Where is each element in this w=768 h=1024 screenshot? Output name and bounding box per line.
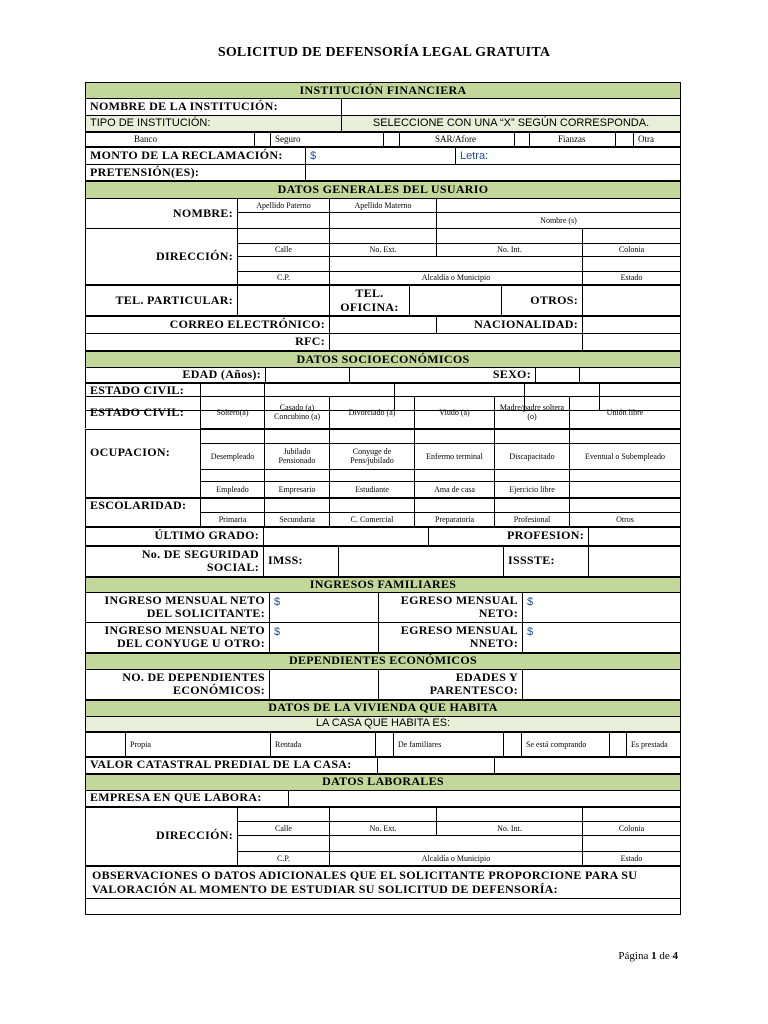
option-comercial[interactable]: C. Comercial bbox=[330, 512, 415, 526]
laboral-estado-field[interactable] bbox=[583, 835, 681, 851]
issste-label: ISSSTE: bbox=[504, 546, 589, 576]
egreso-neto-label: EGRESO MENSUAL NETO: bbox=[379, 592, 523, 622]
apellido-materno-field[interactable] bbox=[330, 213, 437, 229]
escolaridad-checkbox[interactable] bbox=[495, 498, 570, 512]
section-header-ingresos: INGRESOS FAMILIARES bbox=[86, 577, 681, 592]
option-profesional[interactable]: Profesional bbox=[495, 512, 570, 526]
option-fianzas-label: Fianzas bbox=[530, 133, 616, 147]
seguridad-section bbox=[85, 546, 681, 577]
ocupacion-checkbox[interactable] bbox=[495, 429, 570, 443]
edades-parentesco-label: EDADES Y PARENTESCO: bbox=[379, 669, 523, 699]
laboral-no-int-label: No. Int. bbox=[437, 821, 583, 835]
laboral-estado-label: Estado bbox=[583, 851, 681, 865]
option-seguro-label: Seguro bbox=[271, 133, 384, 147]
vivienda-rentada-checkbox[interactable] bbox=[376, 732, 394, 756]
ocupacion-checkbox[interactable] bbox=[201, 429, 265, 443]
escolaridad-checkbox[interactable] bbox=[415, 498, 495, 512]
estado-civil-label: ESTADO CIVIL: bbox=[86, 384, 201, 411]
vivienda-propia-checkbox[interactable] bbox=[86, 732, 126, 756]
ultimo-grado-label: ÚLTIMO GRADO: bbox=[86, 527, 264, 545]
sexo-field[interactable] bbox=[536, 368, 580, 383]
ocupacion-section bbox=[85, 429, 681, 498]
escolaridad-checkbox[interactable] bbox=[201, 498, 265, 512]
nombre-top-field[interactable] bbox=[437, 199, 681, 213]
edad-label: EDAD (Años): bbox=[86, 368, 266, 383]
correo-section bbox=[85, 316, 681, 351]
grado-section bbox=[85, 527, 681, 546]
nombres-label: Nombre (s) bbox=[437, 213, 681, 229]
section-header-laborales: DATOS LABORALES bbox=[86, 774, 681, 790]
apellido-paterno-label: Apellido Paterno bbox=[238, 199, 330, 213]
laboral-no-int-field[interactable] bbox=[437, 807, 583, 821]
option-empresario[interactable]: Empresario bbox=[265, 481, 330, 497]
nacionalidad-label: NACIONALIDAD: bbox=[437, 317, 583, 334]
de-text: de bbox=[659, 950, 670, 962]
escolaridad-checkbox[interactable] bbox=[570, 498, 681, 512]
cp-label: C.P. bbox=[238, 272, 330, 285]
ocupacion-label: OCUPACION: bbox=[86, 429, 201, 497]
escolaridad-section bbox=[85, 498, 681, 527]
alcaldia-field[interactable] bbox=[330, 257, 583, 272]
imss-label: IMSS: bbox=[264, 546, 339, 576]
option-casado[interactable]: Casado (a) Concubino (a) bbox=[265, 396, 330, 428]
laboral-alcaldia-label: Alcaldía o Municipio bbox=[330, 851, 583, 865]
page-number: 1 bbox=[651, 950, 657, 962]
issste-field[interactable] bbox=[589, 546, 681, 576]
estado-civil-label-cell: ESTADO CIVIL: bbox=[86, 396, 201, 428]
ocupacion-checkbox[interactable] bbox=[201, 469, 265, 481]
nombre-label: NOMBRE: bbox=[86, 199, 238, 229]
option-viudo[interactable]: Viudo (a) bbox=[415, 396, 495, 428]
vivienda-section bbox=[85, 700, 681, 732]
no-ext-field[interactable] bbox=[330, 229, 437, 244]
nombre-institucion-label: NOMBRE DE LA INSTITUCIÓN: bbox=[86, 99, 342, 116]
apellido-paterno-field[interactable] bbox=[238, 213, 330, 229]
option-soltero[interactable]: Soltero(a) bbox=[201, 396, 265, 428]
socio-section bbox=[85, 351, 681, 383]
escolaridad-label: ESCOLARIDAD: bbox=[86, 498, 201, 526]
cp-field[interactable] bbox=[238, 257, 330, 272]
option-ejercicio-libre[interactable]: Ejercicio libre bbox=[495, 481, 570, 497]
option-banco-label: Banco bbox=[86, 133, 255, 147]
nombre-institucion-field[interactable] bbox=[342, 99, 681, 116]
option-de-familiares: De familiares bbox=[394, 732, 504, 756]
estado-civil-options bbox=[85, 396, 681, 429]
correo-field[interactable] bbox=[330, 317, 437, 334]
colonia-label: Colonia bbox=[583, 244, 681, 257]
ocupacion-checkbox[interactable] bbox=[570, 429, 681, 443]
egreso-nneto-field[interactable]: $ bbox=[523, 622, 681, 652]
option-union-libre[interactable]: Unión libre bbox=[570, 396, 681, 428]
laboral-cp-label: C.P. bbox=[238, 851, 330, 865]
calle-label: Calle bbox=[238, 244, 330, 257]
monto-label: MONTO DE LA RECLAMACIÓN: bbox=[86, 148, 306, 165]
application-form bbox=[85, 82, 681, 915]
option-sar-checkbox[interactable] bbox=[515, 133, 530, 147]
ocupacion-checkbox[interactable] bbox=[330, 469, 415, 481]
apellido-materno-label: Apellido Materno bbox=[330, 199, 437, 213]
laboral-colonia-field[interactable] bbox=[583, 807, 681, 821]
escolaridad-checkbox[interactable] bbox=[330, 498, 415, 512]
estado-label: Estado bbox=[583, 272, 681, 285]
pretension-field[interactable] bbox=[306, 165, 681, 181]
observaciones-field[interactable] bbox=[86, 898, 681, 914]
laboral-colonia-label: Colonia bbox=[583, 821, 681, 835]
ocupacion-checkbox[interactable] bbox=[570, 469, 681, 481]
curp-field[interactable] bbox=[583, 334, 681, 351]
ocupacion-checkbox[interactable] bbox=[415, 469, 495, 481]
ocupacion-checkbox[interactable] bbox=[330, 429, 415, 443]
ingreso-solicitante-label: INGRESO MENSUAL NETO DEL SOLICITANTE: bbox=[86, 592, 270, 622]
telefonos-section bbox=[85, 285, 681, 316]
section-header-institucion: INSTITUCIÓN FINANCIERA bbox=[86, 83, 681, 99]
dependientes-section bbox=[85, 653, 681, 700]
ingreso-solicitante-field[interactable]: $ bbox=[270, 592, 379, 622]
laborales-direccion bbox=[85, 807, 681, 866]
tel-particular-field[interactable] bbox=[238, 286, 330, 316]
calle-field[interactable] bbox=[238, 229, 330, 244]
seguridad-social-label: No. DE SEGURIDAD SOCIAL: bbox=[86, 546, 264, 576]
option-secundaria[interactable]: Secundaria bbox=[265, 512, 330, 526]
valor-catastral-section bbox=[85, 757, 681, 774]
laboral-calle-field[interactable] bbox=[238, 807, 330, 821]
option-divorciado[interactable]: Divorciado (a) bbox=[330, 396, 415, 428]
edades-parentesco-field[interactable] bbox=[523, 669, 681, 699]
ocupacion-checkbox[interactable] bbox=[570, 481, 681, 497]
option-otra-label: Otra bbox=[634, 133, 681, 147]
ocupacion-checkbox[interactable] bbox=[265, 429, 330, 443]
laboral-calle-label: Calle bbox=[238, 821, 330, 835]
option-jubilado[interactable]: Jubilado Pensionado bbox=[265, 443, 330, 469]
tel-oficina-field[interactable] bbox=[410, 286, 502, 316]
correo-label: CORREO ELECTRÓNICO: bbox=[86, 317, 330, 334]
option-otros[interactable]: Otros bbox=[570, 512, 681, 526]
otros-label: OTROS: bbox=[502, 286, 583, 316]
rfc-field[interactable] bbox=[330, 334, 583, 351]
no-dependientes-field[interactable] bbox=[270, 669, 379, 699]
page-total: 4 bbox=[672, 950, 678, 962]
tel-particular-label: TEL. PARTICULAR: bbox=[86, 286, 238, 316]
ingreso-conyuge-label: INGRESO MENSUAL NETO DEL CONYUGE U OTRO: bbox=[86, 622, 270, 652]
section-header-vivienda: DATOS DE LA VIVIENDA QUE HABITA bbox=[86, 700, 681, 716]
imss-field[interactable] bbox=[339, 546, 504, 576]
observaciones-label: OBSERVACIONES O DATOS ADICIONALES QUE EL SOLICITANTE PROPORCIONE PARA SU VALORACIÓN AL MOMENTO DE ESTUDIAR SU SOLICITUD DE DEFENSORÍA: bbox=[86, 866, 681, 898]
no-ext-label: No. Ext. bbox=[330, 244, 437, 257]
tipo-institucion-label: TIPO DE INSTITUCIÓN: bbox=[86, 116, 342, 132]
option-prestada: Es prestada bbox=[627, 732, 681, 756]
laboral-no-ext-field[interactable] bbox=[330, 807, 437, 821]
option-madre-padre[interactable]: Madre/padre soltera (o) bbox=[495, 396, 570, 428]
institucion-section bbox=[85, 82, 681, 132]
valor-catastral-field[interactable] bbox=[378, 757, 495, 773]
alcaldia-label: Alcaldía o Municipio bbox=[330, 272, 583, 285]
laborales-section bbox=[85, 774, 681, 807]
pretension-label: PRETENSIÓN(ES): bbox=[86, 165, 306, 181]
vivienda-comprando-checkbox[interactable] bbox=[610, 732, 627, 756]
direccion-label: DIRECCIÓN: bbox=[86, 229, 238, 285]
sexo-extra-field[interactable] bbox=[580, 368, 681, 383]
form-title: SOLICITUD DE DEFENSORÍA LEGAL GRATUITA bbox=[217, 45, 551, 60]
section-header-usuario: DATOS GENERALES DEL USUARIO bbox=[86, 182, 681, 199]
empresa-label: EMPRESA EN QUE LABORA: bbox=[86, 790, 289, 806]
no-int-field[interactable] bbox=[437, 229, 583, 244]
nacionalidad-field[interactable] bbox=[583, 317, 681, 334]
ocupacion-checkbox[interactable] bbox=[265, 469, 330, 481]
sexo-label: SEXO: bbox=[350, 368, 536, 383]
tel-oficina-label: TEL. OFICINA: bbox=[330, 286, 410, 316]
valor-catastral-label: VALOR CATASTRAL PREDIAL DE LA CASA: bbox=[86, 757, 378, 773]
section-header-dependientes: DEPENDIENTES ECONÓMICOS bbox=[86, 653, 681, 669]
usuario-section bbox=[85, 181, 681, 285]
letra-field[interactable]: Letra: bbox=[456, 148, 681, 165]
colonia-field[interactable] bbox=[583, 229, 681, 244]
laboral-no-ext-label: No. Ext. bbox=[330, 821, 437, 835]
egreso-neto-field[interactable]: $ bbox=[523, 592, 681, 622]
option-desempleado[interactable]: Desempleado bbox=[201, 443, 265, 469]
no-int-label: No. Int. bbox=[437, 244, 583, 257]
egreso-nneto-label: EGRESO MENSUAL NNETO: bbox=[379, 622, 523, 652]
otros-field[interactable] bbox=[583, 286, 681, 316]
laboral-cp-field[interactable] bbox=[238, 835, 330, 851]
ingresos-section bbox=[85, 577, 681, 653]
pagina-text: Página bbox=[618, 950, 649, 962]
option-conyuge-pens[interactable]: Conyuge de Pens/jubilado bbox=[330, 443, 415, 469]
option-empleado[interactable]: Empleado bbox=[201, 481, 265, 497]
tipo-institucion-instruction: SELECCIONE CON UNA “X” SEGÚN CORRESPONDA. bbox=[342, 116, 681, 132]
ingreso-conyuge-field[interactable]: $ bbox=[270, 622, 379, 652]
laboral-alcaldia-field[interactable] bbox=[330, 835, 583, 851]
observaciones-section bbox=[85, 866, 681, 915]
ultimo-grado-field[interactable] bbox=[264, 527, 429, 545]
option-propia: Propia bbox=[126, 732, 271, 756]
escolaridad-checkbox[interactable] bbox=[265, 498, 330, 512]
section-header-socio: DATOS SOCIOECONÓMICOS bbox=[86, 352, 681, 368]
valor-catastral-extra[interactable] bbox=[495, 757, 681, 773]
option-banco-checkbox[interactable] bbox=[255, 133, 271, 147]
option-sar-label: SAR/Afore bbox=[400, 133, 515, 147]
edad-field[interactable] bbox=[266, 368, 350, 383]
option-comprando: Se está comprando bbox=[522, 732, 610, 756]
tipo-institucion-options bbox=[85, 132, 681, 147]
vivienda-familiares-checkbox[interactable] bbox=[504, 732, 522, 756]
monto-field[interactable]: $ bbox=[306, 148, 456, 165]
laboral-direccion-label: DIRECCIÓN: bbox=[86, 807, 238, 865]
option-ama-de-casa[interactable]: Ama de casa bbox=[415, 481, 495, 497]
option-discapacitado[interactable]: Discapacitado bbox=[495, 443, 570, 469]
profesion-label: PROFESION: bbox=[429, 527, 589, 545]
option-preparatoria[interactable]: Preparatoria bbox=[415, 512, 495, 526]
option-fianzas-checkbox[interactable] bbox=[616, 133, 634, 147]
estado-field[interactable] bbox=[583, 257, 681, 272]
no-dependientes-label: NO. DE DEPENDIENTES ECONÓMICOS: bbox=[86, 669, 270, 699]
option-enfermo[interactable]: Enfermo terminal bbox=[415, 443, 495, 469]
option-seguro-checkbox[interactable] bbox=[384, 133, 400, 147]
page-footer bbox=[618, 950, 678, 962]
casa-habita-label: LA CASA QUE HABITA ES: bbox=[86, 716, 681, 731]
ocupacion-checkbox[interactable] bbox=[415, 429, 495, 443]
empresa-field[interactable] bbox=[289, 790, 681, 806]
rfc-label: RFC: bbox=[86, 334, 330, 351]
option-primaria[interactable]: Primaria bbox=[201, 512, 265, 526]
option-estudiante[interactable]: Estudiante bbox=[330, 481, 415, 497]
profesion-field[interactable] bbox=[589, 527, 681, 545]
option-eventual[interactable]: Eventual o Subempleado bbox=[570, 443, 681, 469]
monto-section bbox=[85, 147, 681, 181]
ocupacion-checkbox[interactable] bbox=[495, 469, 570, 481]
vivienda-options bbox=[85, 732, 681, 757]
option-rentada: Rentada bbox=[271, 732, 376, 756]
